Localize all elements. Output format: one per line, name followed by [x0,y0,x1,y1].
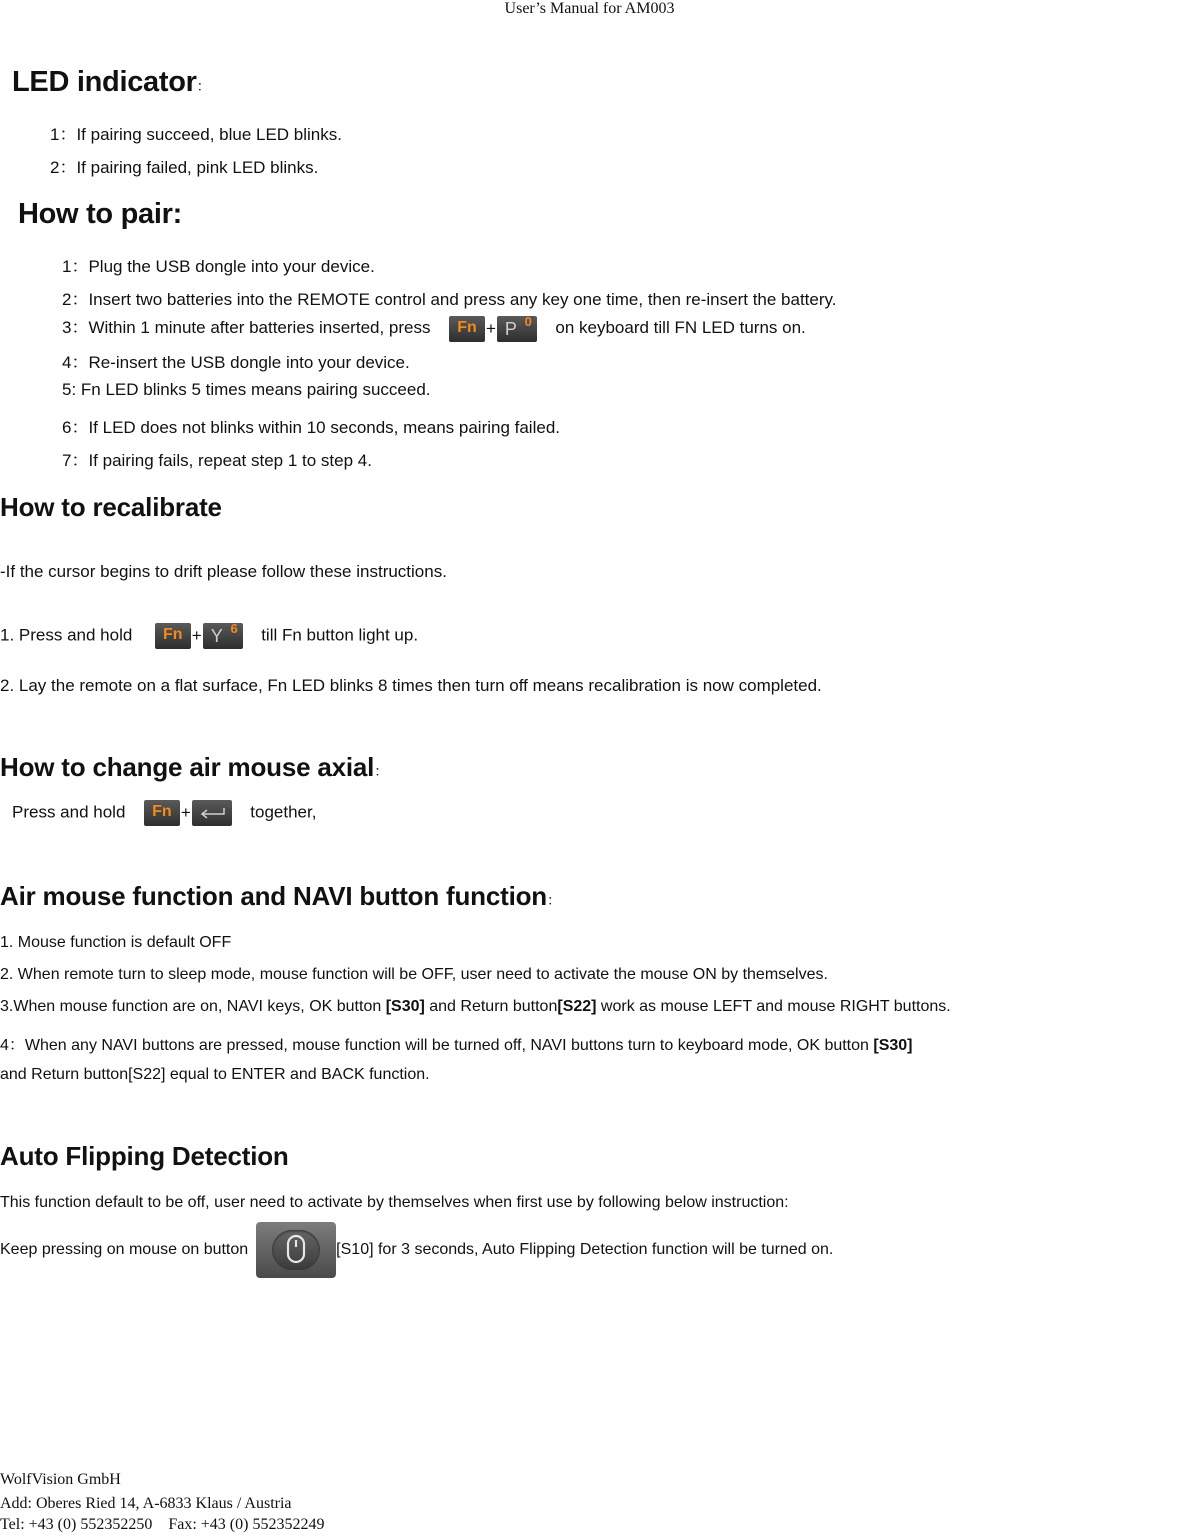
air-heading-text: Air mouse function and NAVI button function [0,881,547,911]
axial-line-text: Press and hold [12,802,126,822]
axial-line-end: together, [250,802,317,822]
y-key-sub-label: 6 [230,621,238,636]
flip-line-2-text: Keep pressing on mouse on button [0,1241,249,1259]
pair-heading: How to pair: [18,198,182,230]
recal-step-1-end: till Fn button light up. [261,625,419,645]
pair-step-5: 5: Fn LED blinks 5 times means pairing succeed. [62,380,431,399]
y-key-icon [203,623,243,649]
p-key-icon [497,313,537,342]
flip-heading: Auto Flipping Detection [0,1141,289,1171]
led-heading: LED indicator： [12,66,211,98]
ok-button-code: [S30] [385,998,425,1015]
footer-company: WolfVision GmbH [0,1471,121,1488]
ok-button-code: [S30] [873,1037,913,1054]
air-line-3-a: 3.When mouse function are on, NAVI keys, OK button [0,998,386,1015]
footer-address: Add: Oberes Ried 14, A-6833 Klaus / Austria [0,1495,292,1512]
air-line-3 [0,998,951,1016]
plus-sign: + [485,318,496,338]
plus-sign: + [180,803,191,822]
air-line-4-a: 4：When any NAVI buttons are pressed, mouse function will be turned off, NAVI buttons turn to keyboard mode, OK button [0,1037,874,1054]
recal-step-1-text: 1. Press and hold [0,625,133,645]
pair-step-7: 7：If pairing fails, repeat step 1 to step 4. [62,451,372,470]
plus-sign: + [191,626,202,645]
pair-step-1: 1：Plug the USB dongle into your device. [62,257,375,276]
recal-step-2: 2. Lay the remote on a flat surface, Fn LED blinks 8 times then turn off means recalibration is now completed. [0,676,822,695]
pair-step-2: 2：Insert two batteries into the REMOTE control and press any key one time, then re-insert the battery. [62,290,837,309]
air-line-3-c: and Return button [424,998,558,1015]
footer-contact: Tel: +43 (0) 552352250 Fax: +43 (0) 552352249 [0,1516,325,1533]
flip-line-2 [0,1222,833,1278]
p-key-sub-label: 0 [524,313,532,329]
axial-heading: How to change air mouse axial： [0,752,389,782]
air-line-5: and Return button[S22] equal to ENTER and BACK function. [0,1066,430,1083]
flip-line-2-end: [S10] for 3 seconds, Auto Flipping Detection function will be turned on. [336,1241,834,1259]
air-heading: Air mouse function and NAVI button function： [0,881,561,911]
recal-step-1 [0,623,418,649]
pair-step-4: 4：Re-insert the USB dongle into your device. [62,353,410,372]
page-header: User’s Manual for AM003 [504,0,675,17]
axial-heading-text: How to change air mouse axial [0,752,375,782]
recal-intro: -If the cursor begins to drift please follow these instructions. [0,562,447,581]
recal-heading: How to recalibrate [0,492,222,522]
pair-step-6: 6：If LED does not blinks within 10 seconds, means pairing failed. [62,418,560,437]
air-line-2: 2. When remote turn to sleep mode, mouse function will be OFF, user need to activate the mouse ON by themselves. [0,966,828,983]
pair-step-3 [62,313,806,342]
pair-step-3-end: on keyboard till FN LED turns on. [555,318,806,337]
led-item-1: 1：If pairing succeed, blue LED blinks. [50,125,342,144]
back-key-icon [192,800,232,826]
p-key-label: P [504,318,517,339]
fn-key-icon: Fn [144,800,180,826]
led-item-2: 2：If pairing failed, pink LED blinks. [50,158,319,177]
mouse-button-icon [256,1222,336,1278]
fn-key-icon: Fn [449,316,485,342]
led-heading-text: LED indicator [12,66,197,98]
return-button-code: [S22] [557,998,597,1015]
pair-heading-text: How to pair [18,198,173,230]
air-line-1: 1. Mouse function is default OFF [0,934,232,951]
flip-line-1: This function default to be off, user need to activate by themselves when first use by following below instruction: [0,1194,789,1211]
fn-key-icon: Fn [155,623,191,649]
air-line-4 [0,1032,913,1055]
y-key-label: Y [210,626,223,646]
pair-step-3-text: 3：Within 1 minute after batteries inserted, press [62,318,431,337]
air-line-3-e: work as mouse LEFT and mouse RIGHT buttons. [596,998,951,1015]
axial-line [12,800,316,826]
